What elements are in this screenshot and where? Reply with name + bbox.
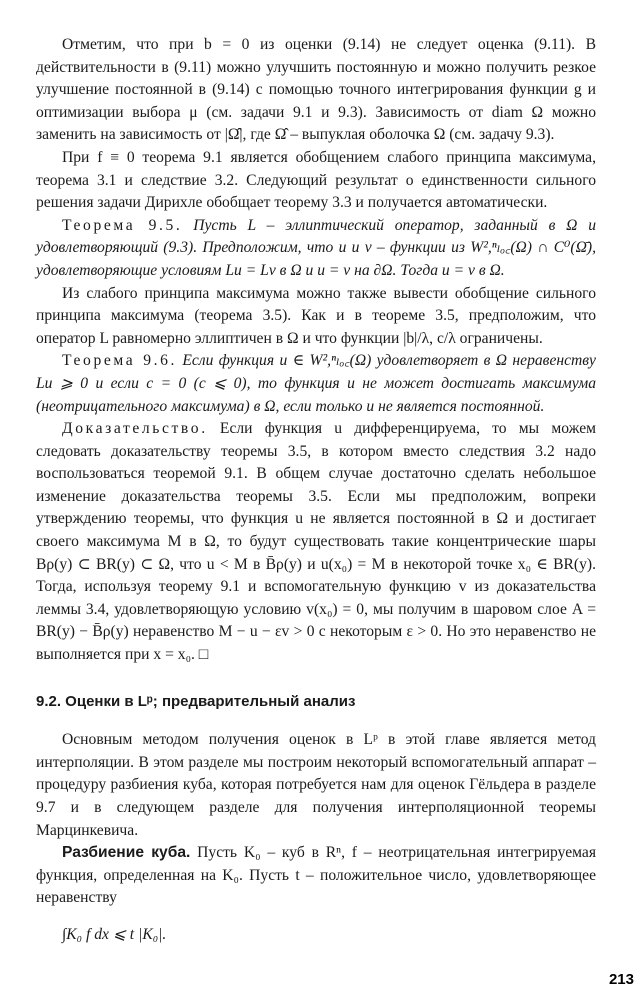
- cube-decomposition: [36, 842, 596, 910]
- page-number: 213: [608, 971, 634, 988]
- cube-decomposition-heading: Разбиение куба.: [62, 844, 191, 862]
- integral-inequality: ∫K₀ f dx ⩽ t |K₀|.: [62, 925, 167, 943]
- paragraph-3: Из слабого принципа максимума можно также вывести обобщение сильного принципа максимума (теорема 3.5). Как и в теореме 3.5, предположим, что оператор L равномерно эллиптичен в Ω и что функции |b|/λ, c/λ ограничены.: [36, 284, 596, 347]
- theorem-9-6-heading: Теорема 9.6.: [62, 352, 177, 370]
- paragraph-2: При f ≡ 0 теорема 9.1 является обобщением слабого принципа максимума, теорема 3.1 и следствие 3.2. Следующий результат о единственности сильного решения задачи Дирихле обобщает теорему 3.3 и получается автоматически.: [36, 148, 596, 212]
- cube-decomposition-text: Пусть K₀ – куб в Rⁿ, f – неотрицательная интегрируемая функция, определенная на K₀. Пусть t – положительное число, удовлетворяющее неравенству: [36, 844, 596, 907]
- paragraph-4: Основным методом получения оценок в Lᵖ в этой главе является метод интерполяции. В этом разделе мы построим некоторый вспомогательный аппарат – процедуру разбиения куба, которая потребуется нам для оценок Гёльдера в разделе 9.7 и в следующем разделе для получения интерполяционной теоремы Марцинкевича.: [36, 731, 596, 839]
- theorem-9-5-statement: Пусть L – эллиптический оператор, заданный в Ω и удовлетворяющий (9.3). Предположим, что u и v – функции из W²,ⁿₗₒ꜀(Ω) ∩ C⁰(Ω̄), удовлетворяющие условиям Lu = Lv в Ω и u = v на ∂Ω. Тогда u = v в Ω.: [36, 216, 596, 279]
- theorem-9-5-heading: Теорема 9.5.: [62, 216, 183, 234]
- theorem-9-5: [36, 215, 596, 283]
- book-page: [36, 34, 596, 984]
- theorem-9-6-statement: Если функция u ∈ W²,ⁿₗₒ꜀(Ω) удовлетворяет в Ω неравенству Lu ⩾ 0 и если c = 0 (c ⩽ 0), то функция и не может достигать максимума (неотрицательного максимума) в Ω, если только и не является постоянной.: [36, 352, 596, 415]
- proof-heading: Доказательство.: [62, 420, 208, 438]
- proof-text: Если функция u дифференцируема, то мы можем следовать доказательству теоремы 3.5, в котором вместо следствия 3.2 надо воспользоваться теоремой 9.1. В общем случае достаточно сделать небольшое изменение доказательства теоремы 3.5. Если мы предположим, вопреки утверждению теоремы, что функция u не является постоянной в Ω и достигает своего максимума M в Ω, то будут существовать такие концентрические шары Bρ(y) ⊂ BR(y) ⊂ Ω, что u < M в B̄ρ(y) и u(x₀) = M в некоторой точке x₀ ∈ BR(y). Тогда, используя теорему 9.1 и вспомогательную функцию v из доказательства леммы 3.4, удовлетворяющую условию v(x₀) = 0, мы получим в шаровом слое A = BR(y) − B̄ρ(y) неравенство M − u − εv > 0 с некоторым ε > 0. Но это неравенство не выполняется при x = x₀. □: [36, 420, 596, 664]
- section-title: 9.2. Оценки в Lᵖ; предварительный анализ: [36, 692, 356, 710]
- proof: [36, 418, 596, 667]
- theorem-9-6: [36, 350, 596, 418]
- paragraph-1: Отметим, что при b = 0 из оценки (9.14) не следует оценка (9.11). В действительности в (9.11) можно улучшить постоянную и можно получить резкое улучшение постоянной в (9.14) с помощью точного интегрирования функции g и оптимизации выбора μ (см. задачи 9.1 и 9.3). Зависимость от diam Ω можно заменить на зависимость от |Ω̂|, где Ω̂ – выпуклая оболочка Ω (см. задачу 9.3).: [36, 36, 596, 144]
